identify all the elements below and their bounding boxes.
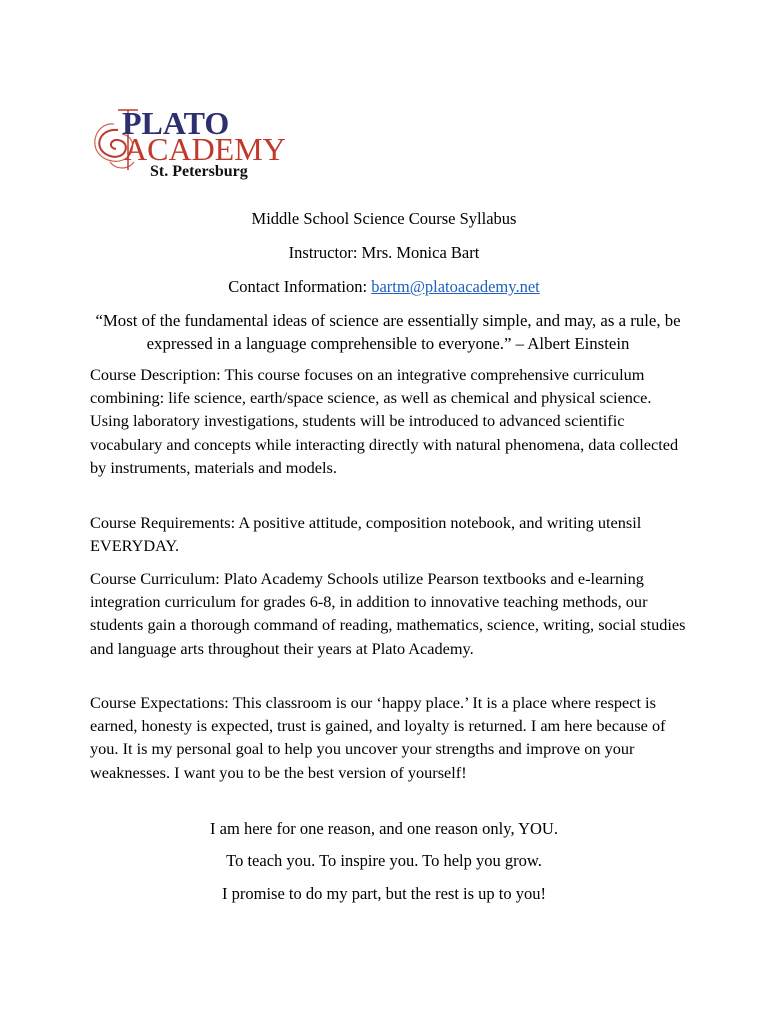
syllabus-title: Middle School Science Course Syllabus — [251, 209, 517, 228]
course-description — [90, 363, 688, 479]
course-expectations-label: Course Expectations: — [90, 693, 229, 712]
einstein-quote: “Most of the fundamental ideas of science are essentially simple, and may, as a rule, be expressed in a language comprehensible to everyone.” – Albert Einstein — [95, 311, 681, 353]
course-curriculum-text: Plato Academy Schools utilize Pearson textbooks and e-learning integration curriculum for grades 6-8, in addition to innovative teaching methods, our students gain a thorough command of reading, mathematics, science, writing, social studies and language arts throughout their years at Plato Academy. — [90, 569, 686, 658]
logo-location-text: St. Petersburg — [150, 163, 248, 180]
course-requirements-text: A positive attitude, composition notebook, and writing utensil — [235, 513, 642, 532]
contact-email-link[interactable]: bartm@platoacademy.net — [371, 277, 540, 296]
course-expectations — [90, 691, 688, 784]
logo-academy-text: ACADEMY — [124, 131, 286, 167]
closing-line-2: To teach you. To inspire you. To help you grow. — [226, 851, 542, 870]
plato-academy-logo — [88, 100, 348, 182]
contact-information — [0, 277, 768, 297]
contact-label: Contact Information: — [228, 277, 372, 296]
course-curriculum — [90, 567, 688, 660]
course-requirements — [90, 511, 688, 557]
course-description-label: Course Description: — [90, 365, 221, 384]
closing-line-3: I promise to do my part, but the rest is up to you! — [222, 884, 546, 903]
closing-line-1: I am here for one reason, and one reason only, YOU. — [210, 819, 558, 838]
course-description-text: This course focuses on an integrative comprehensive curriculum combining: life science, earth/space science, as well as chemical and physical science. Using laboratory investigations, students will be introduced to advanced scientific vocabulary and concepts while interacting directly with natural phenomena, data collected by instruments, materials and models. — [90, 365, 679, 477]
instructor-name: Instructor: Mrs. Monica Bart — [288, 243, 480, 262]
course-expectations-text: This classroom is our ‘happy place.’ It is a place where respect is earned, honesty is expected, trust is gained, and loyalty is returned. I am here because of you. It is my personal goal to help you uncover your strengths and improve on your weaknesses. I want you to be the best version of yourself! — [90, 693, 666, 782]
logo-plato-text: PLATO — [122, 105, 230, 141]
course-requirements-emphasis: EVERYDAY. — [90, 536, 180, 556]
course-requirements-label: Course Requirements: — [90, 513, 236, 532]
course-curriculum-label: Course Curriculum: — [90, 569, 220, 588]
